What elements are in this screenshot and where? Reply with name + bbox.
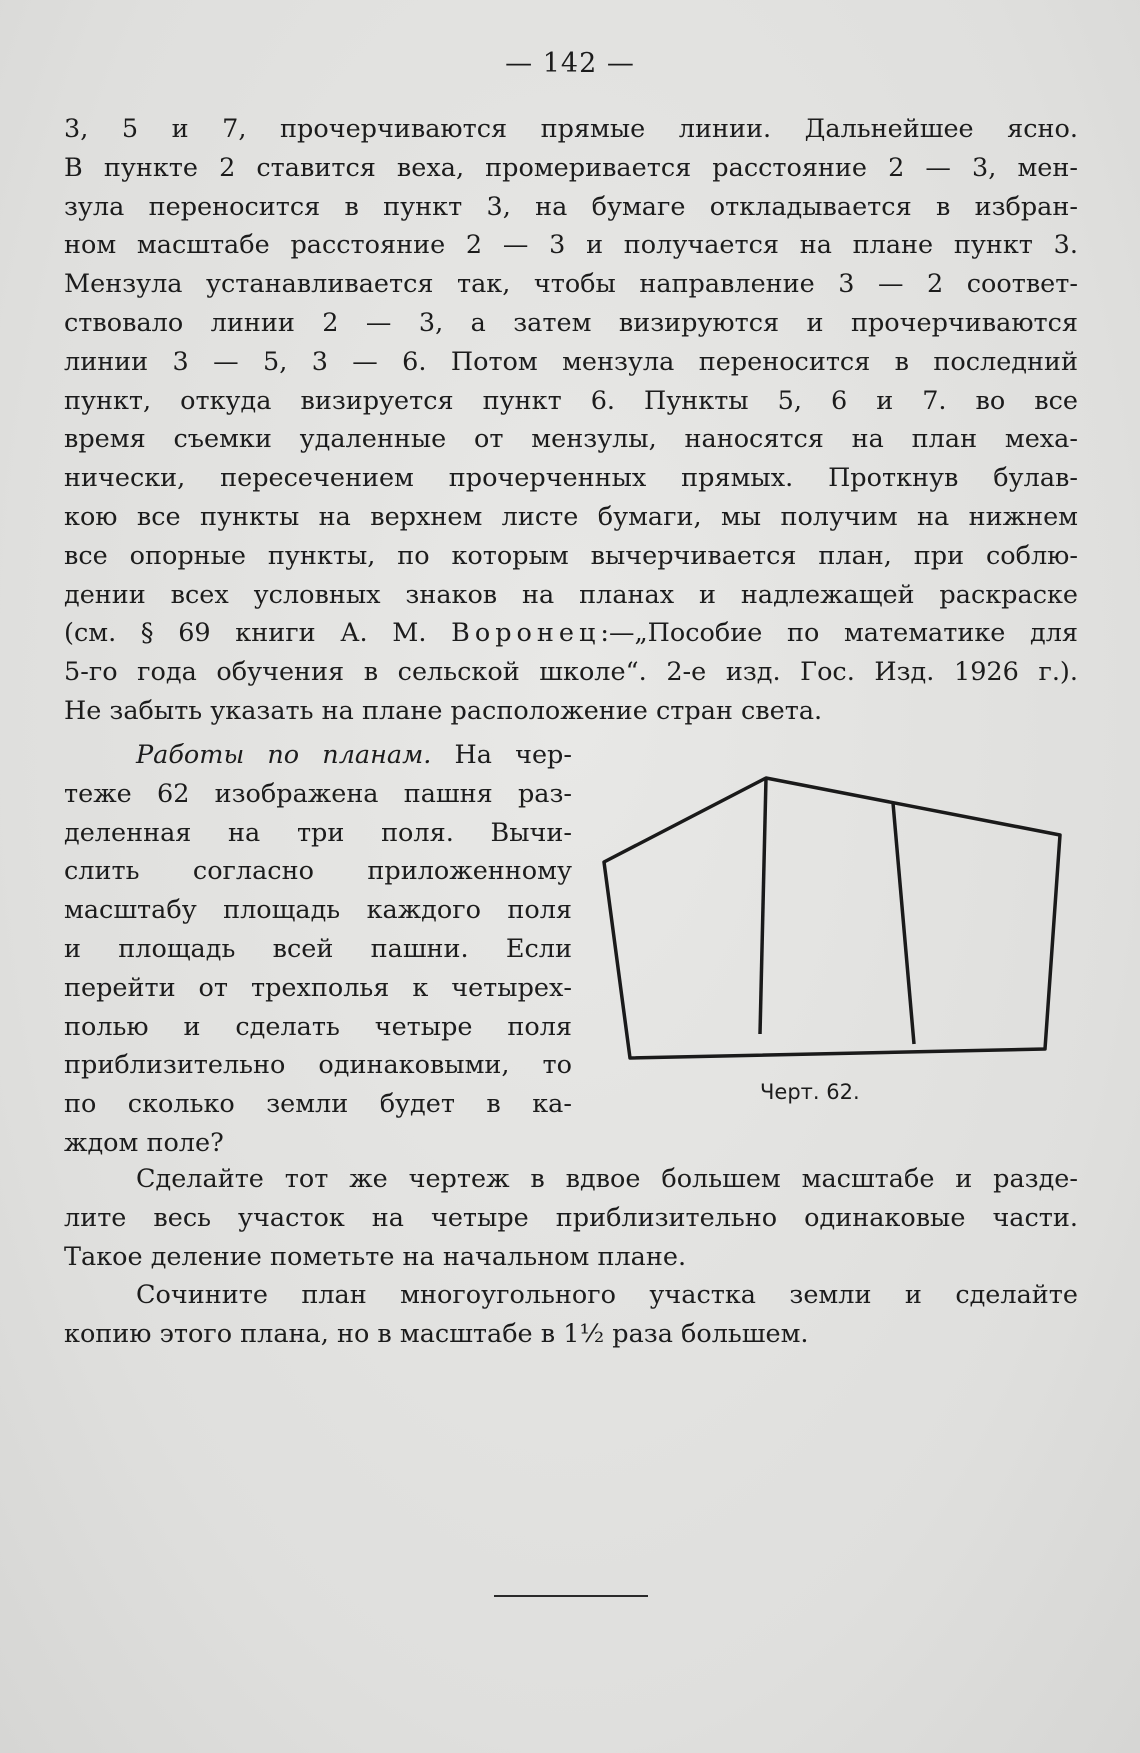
text-line: 5-го года обучения в сельской школе“. 2-е изд. Гос. Изд. 1926 г.). (64, 657, 1078, 688)
text-line: время съемки удаленные от мензулы, наносятся на план меха- (64, 424, 1078, 455)
text-line: Мензула устанавливается так, чтобы направление 3 — 2 соответ- (64, 269, 1078, 300)
text-line: зула переносится в пункт 3, на бумаге откладывается в избран- (64, 191, 1078, 222)
text-line: слить согласно приложенному (64, 856, 572, 887)
text-line: пункт, откуда визируется пункт 6. Пункты 5, 6 и 7. во все (64, 385, 1078, 416)
reference-post: :—„Пособие по математике для (600, 618, 1078, 649)
text-line: перейти от трехполья к четырех- (64, 972, 572, 1003)
text-line: полью и сделать четыре поля (64, 1011, 572, 1042)
field-boundary (604, 778, 1060, 1058)
text-line: 3, 5 и 7, прочерчиваются прямые линии. Дальнейшее ясно. (64, 114, 1078, 144)
text-line: нически, пересечением прочерченных прямых. Проткнув булав- (64, 463, 1078, 494)
text-line: кою все пункты на верхнем листе бумаги, мы получим на нижнем (64, 501, 1078, 532)
paragraph-exercises (64, 1160, 1078, 1354)
paragraph-task (64, 736, 572, 1163)
text-line: масштабу площадь каждого поля (64, 895, 572, 926)
text-line: дении всех условных знаков на планах и надлежащей раскраске (64, 579, 1078, 610)
text-line: линии 3 — 5, 3 — 6. Потом мензула переносится в последний (64, 346, 1078, 377)
reference-author: Воронец (451, 618, 601, 649)
end-rule (494, 1595, 648, 1597)
field-plan-drawing (598, 770, 1078, 1080)
text-line: копию этого плана, но в масштабе в 1½ раза большем. (64, 1319, 809, 1350)
text-line: теже 62 изображена пашня раз- (64, 778, 572, 809)
text-line: приблизительно одинаковыми, то (64, 1050, 572, 1081)
text-line: лите весь участок на четыре приблизительно одинаковые части. (64, 1202, 1078, 1233)
text-line: Сочините план многоугольного участка земли и сделайте (136, 1280, 1078, 1311)
reference-line (64, 614, 1078, 653)
task-first-line (64, 736, 572, 775)
text-line: по сколько земли будет в ка- (64, 1089, 572, 1120)
page-number: — 142 — (505, 48, 635, 79)
task-heading: Работы по планам. (136, 740, 432, 770)
field-plan-figure (598, 770, 1078, 1080)
figure-caption: Черт. 62. (760, 1080, 860, 1104)
text-line: Такое деление пометьте на начальном плане. (64, 1241, 687, 1272)
text-line: ствовало линии 2 — 3, а затем визируются и прочерчиваются (64, 307, 1078, 338)
text-line: все опорные пункты, по которым вычерчивается план, при соблю- (64, 540, 1078, 571)
text-line: ном масштабе расстояние 2 — 3 и получается на плане пункт 3. (64, 230, 1078, 261)
paragraph-surveying (64, 110, 1078, 731)
text-line: ждом поле? (64, 1127, 224, 1158)
field-divider-1 (760, 778, 766, 1034)
text-line: Сделайте тот же чертеж в вдвое большем масштабе и разде- (136, 1164, 1078, 1194)
field-divider-2 (893, 803, 914, 1044)
text-line: В пункте 2 ставится веха, промеривается расстояние 2 — 3, мен- (64, 152, 1078, 183)
text-line: и площадь всей пашни. Если (64, 933, 572, 964)
task-first-line-rest: На чер- (454, 740, 572, 770)
reference-pre: (см. § 69 книги А. М. (64, 618, 427, 649)
text-line: Не забыть указать на плане расположение стран света. (64, 695, 823, 726)
text-line: деленная на три поля. Вычи- (64, 817, 572, 848)
